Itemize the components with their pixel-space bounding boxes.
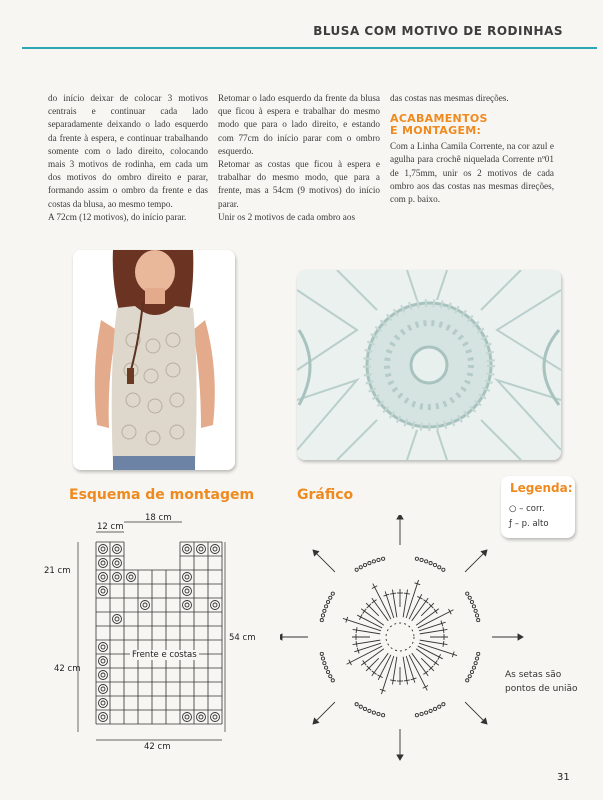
chart-note: As setas são pontos de união xyxy=(505,670,578,694)
legend-title: Legenda: xyxy=(510,481,573,495)
dim-bottom: 42 cm xyxy=(144,742,171,752)
text-column-2 xyxy=(218,92,380,224)
legend-item-chain: ○ – corr. xyxy=(509,504,545,514)
dim-right: 54 cm xyxy=(229,633,256,643)
col2-paragraph-1: Retomar o lado esquerdo da frente da blusa que ficou à espera e trabalhar do mesmo modo que para o lado direito, e estando com 77cm do início parar com o ombro esquerdo. xyxy=(218,93,380,156)
assembly-diagram-title: Esquema de montagem xyxy=(69,487,255,503)
legend-item-double-crochet: ƒ – p. alto xyxy=(509,519,549,529)
crochet-chart xyxy=(280,515,530,770)
crochet-chart-svg xyxy=(280,515,530,770)
col2-paragraph-2: Retomar as costas que ficou à espera e trabalhar do mesmo modo, que para a frente, mas a 54cm (9 motivos) do início parar. xyxy=(218,159,380,209)
dim-left-top: 21 cm xyxy=(44,566,71,576)
page-header-title: BLUSA COM MOTIVO DE RODINHAS xyxy=(313,24,563,38)
page-number: 31 xyxy=(557,772,570,783)
double-crochet-icon: ƒ xyxy=(509,519,512,529)
dim-top-right: 18 cm xyxy=(145,513,172,523)
chart-title: Gráfico xyxy=(297,487,354,503)
grid-center-label: Frente e costas xyxy=(132,650,197,660)
motif-closeup-photo xyxy=(297,270,561,460)
dim-left-bottom: 42 cm xyxy=(54,664,81,674)
model-photo-image xyxy=(73,250,235,470)
model-photo xyxy=(73,250,235,470)
dim-top-left: 12 cm xyxy=(97,522,124,532)
col2-paragraph-3: Unir os 2 motivos de cada ombro aos xyxy=(218,211,356,222)
chain-stitch-icon: ○ xyxy=(509,504,517,514)
motif-closeup-image xyxy=(297,270,561,460)
col3-body: Com a Linha Camila Corrente, na cor azul e agulha para crochê niquelada Corrente nº01 de 1,75mm, unir os 2 motivos de cada ombro aos das costas nas mesmas direções, com p. baixo. xyxy=(390,141,554,205)
col3-intro: das costas nas mesmas direções. xyxy=(390,93,509,103)
col1-paragraph-1: do início deixar de colocar 3 motivos centrais e continuar cada lado separadamente deixando o lado esquerdo da frente à espera, e continuar trabalhando somente com o lado direito, colocando mais 3 motivos de rodinha, em cada um dos motivos do ombro direito e parar, formando assim o ombro da frente e das costas da blusa, ao mesmo tempo. xyxy=(48,93,208,209)
col1-paragraph-2: A 72cm (12 motivos), do início parar. xyxy=(48,211,187,222)
section-title-acabamentos: ACABAMENTOS E MONTAGEM: xyxy=(390,112,488,138)
text-column-1 xyxy=(48,92,208,224)
text-column-3 xyxy=(390,92,554,206)
header-divider xyxy=(22,47,597,49)
